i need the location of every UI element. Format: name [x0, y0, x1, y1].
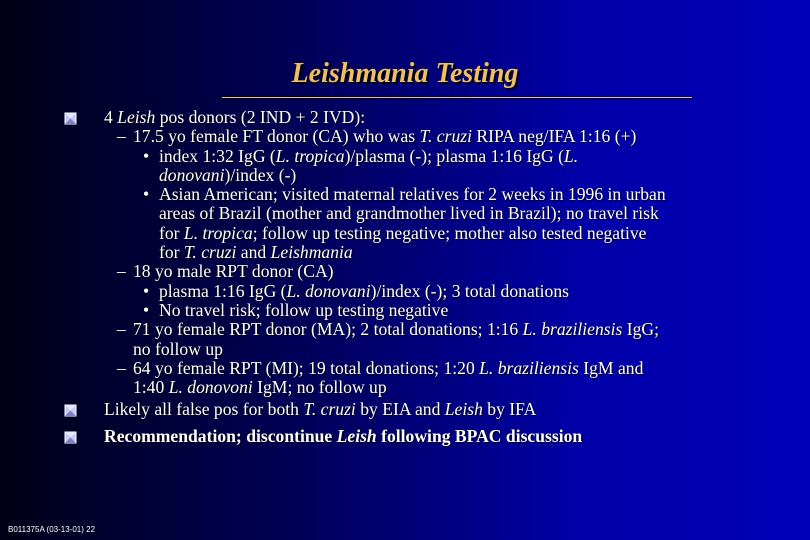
- slide-footer: B011375A (03-13-01) 22: [8, 525, 96, 534]
- text: 4: [104, 107, 118, 127]
- text: areas of Brazil (mother and grandmother lived in Brazil); no travel risk: [159, 203, 659, 224]
- text-italic: L. tropica: [183, 222, 253, 243]
- diamond-bullet-icon: [64, 431, 77, 444]
- text: )/plasma (-); plasma 1:16 IgG (: [344, 145, 564, 166]
- dash-marker: –: [117, 319, 126, 340]
- text: ; follow up testing negative; mother also tested negative: [252, 222, 647, 243]
- text-italic: L. braziliensis: [522, 319, 623, 340]
- text: No travel risk; follow up testing negative: [159, 299, 449, 320]
- diamond-bullet-icon: [64, 404, 77, 417]
- sub-item-donor-2: [0, 262, 810, 281]
- sub-item-donor-4: [0, 359, 810, 378]
- bullet-false-pos: [0, 400, 810, 419]
- text: 1:40: [133, 377, 169, 398]
- sub-sub-item-index: [0, 147, 810, 166]
- sub-item-donor-1: [0, 127, 810, 146]
- sub-item-donor-3-cont: [0, 340, 810, 359]
- slide-title: Leishmania Testing: [291, 58, 519, 89]
- sub-sub-item-plasma: [0, 282, 810, 301]
- title-underline: [222, 97, 692, 98]
- bullet-recommendation: [0, 427, 810, 446]
- text-italic: T. cruzi: [303, 399, 356, 420]
- sub-sub-item-index-cont: [0, 166, 810, 185]
- dot-marker: •: [143, 145, 150, 166]
- sub-sub-item-asian: [0, 185, 810, 204]
- text: )/index (-): [224, 164, 297, 185]
- text-italic: L. braziliensis: [479, 357, 579, 378]
- text-italic: L. donovoni: [168, 377, 253, 398]
- text: and: [236, 242, 271, 263]
- text: 18 yo male RPT donor (CA): [133, 261, 334, 282]
- sub-sub-item-asian-l2: [0, 204, 810, 223]
- text: 17.5 yo female FT donor (CA) who was: [133, 126, 420, 147]
- text: Recommendation; discontinue: [104, 425, 337, 446]
- text: no follow up: [133, 338, 223, 359]
- text-italic: L. tropica: [275, 145, 345, 166]
- diamond-bullet-icon: [64, 112, 77, 125]
- text: by IFA: [482, 399, 537, 420]
- dot-marker: •: [143, 299, 150, 320]
- dash-marker: –: [117, 357, 126, 378]
- sub-sub-item-asian-l4: [0, 243, 810, 262]
- text: )/index (-); 3 total donations: [370, 280, 569, 301]
- dot-marker: •: [143, 184, 150, 205]
- text-italic: Leish: [336, 425, 377, 446]
- dash-marker: –: [117, 261, 126, 282]
- text: Asian American; visited maternal relatives for 2 weeks in 1996 in urban: [159, 184, 666, 205]
- text-italic: Leishmania: [270, 242, 353, 263]
- text: 71 yo female RPT donor (MA); 2 total donations; 1:16: [133, 319, 523, 340]
- text-italic: T. cruzi: [419, 126, 472, 147]
- bullet-leish-donors: [0, 108, 810, 127]
- text: IgM; no follow up: [252, 377, 387, 398]
- text: by EIA and: [355, 399, 445, 420]
- sub-item-donor-4-cont: [0, 378, 810, 397]
- text-italic: L. donovani: [286, 280, 371, 301]
- sub-sub-item-asian-l3: [0, 224, 810, 243]
- text: 64 yo female RPT (MI); 19 total donations; 1:20: [133, 357, 480, 378]
- text: IgG;: [622, 319, 660, 340]
- dot-marker: •: [143, 280, 150, 301]
- sub-item-donor-3: [0, 320, 810, 339]
- dash-marker: –: [117, 126, 126, 147]
- text: RIPA neg/IFA 1:16 (+): [471, 126, 637, 147]
- text-italic: donovani: [159, 164, 225, 185]
- text-italic: T. cruzi: [183, 242, 237, 263]
- text: following BPAC discussion: [376, 425, 583, 446]
- text: for: [159, 222, 184, 243]
- slide-content: [0, 108, 810, 446]
- text-italic: Leish: [444, 399, 483, 420]
- sub-sub-item-no-travel: [0, 301, 810, 320]
- text: pos donors (2 IND + 2 IVD):: [155, 107, 366, 127]
- text: index 1:32 IgG (: [159, 145, 276, 166]
- text-italic: Leish: [117, 107, 156, 127]
- text: Likely all false pos for both: [104, 399, 304, 420]
- text: for: [159, 242, 184, 263]
- text-italic: L.: [563, 145, 579, 166]
- text: plasma 1:16 IgG (: [159, 280, 287, 301]
- text: IgM and: [578, 357, 644, 378]
